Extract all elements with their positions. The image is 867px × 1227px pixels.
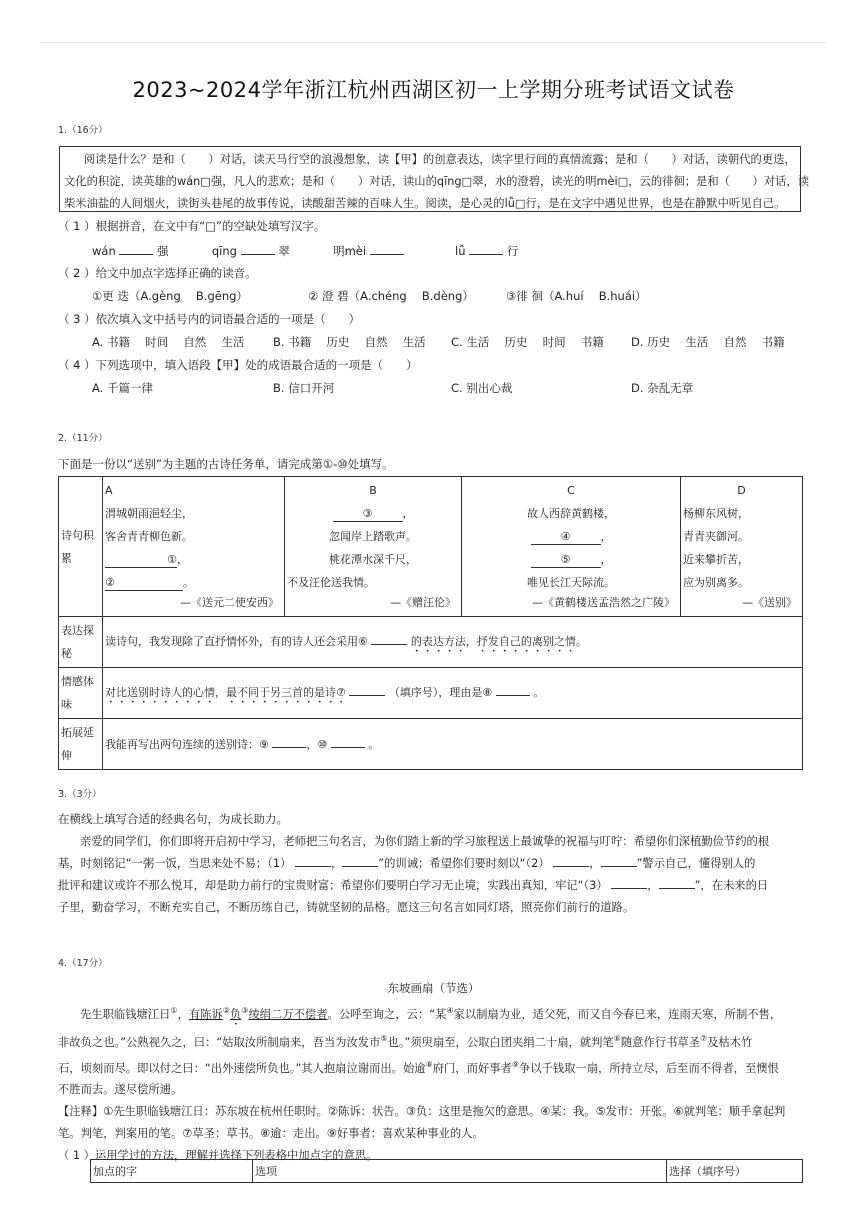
emotion-cell: 对比送别时诗人的心情，最不同于另三首的是诗⑦ （填序号），理由是⑧ 。 xyxy=(103,668,803,719)
table-row xyxy=(59,617,803,668)
q3-passage: 亲爱的同学们，你们即将开启初中学习，老师把三句名言，为你们踏上新的学习旅程送上最诚挚的祝福与叮咛：希望你们深植勤俭节约的根 基，时刻铭记“一粥一饭，当思来处不易；（1） ， ”的训诫；希望你们要时刻以“（2） ， ”警示自己，懂得别人的 批评和建议或许不那么悦耳，却是助力前行的宝贵财富；希望你们要明白学习无止境，实践出真知，牢记“（3） ， ”，在未来的日 子里，勤奋学习，不断充实自己，不断历练自己，铸就坚韧的品格。愿这三句名言如同灯塔，照亮你们前行的道路。 xyxy=(58,835,770,914)
q1-sub4: （ 4 ）下列选项中，填入语段【甲】处的成语最合适的一项是（ ） xyxy=(58,358,418,372)
answer-blank[interactable] xyxy=(119,242,153,255)
blank-6[interactable] xyxy=(371,644,407,645)
row-label-expression: 表达探秘 xyxy=(59,617,103,668)
answer-blank[interactable] xyxy=(370,242,404,255)
q1-sub2: （ 2 ）给文中加点字选择正确的读音。 xyxy=(58,266,257,280)
table-row xyxy=(59,719,803,770)
q1-sub4-option-a[interactable]: A. 千篇一律 xyxy=(92,381,153,395)
q2-intro: 下面是一份以“送别”为主题的古诗任务单，请完成第①-⑩处填写。 xyxy=(58,457,394,471)
blank-10[interactable] xyxy=(331,747,365,748)
blank-1[interactable]: ① xyxy=(105,553,177,568)
table-header-options: 选项 xyxy=(253,1160,667,1183)
q1-sub4-option-b[interactable]: B. 信口开河 xyxy=(273,381,335,395)
q1-sub3-option-d[interactable]: D. 历史 生活 自然 书籍 xyxy=(631,335,785,349)
poem-b-cell: B ③ ， 忽闻岸上踏歌声。 桃花潭水深千尺， 不及汪伦送我情。 —《赠汪伦》 xyxy=(285,477,462,617)
answer-blank[interactable] xyxy=(295,866,331,867)
q1-passage-box xyxy=(59,146,810,212)
answer-blank[interactable] xyxy=(469,242,503,255)
answer-blank[interactable] xyxy=(241,242,275,255)
question-4-number: 4.（17分） xyxy=(58,958,108,969)
question-3-number: 3.（3分） xyxy=(58,789,102,800)
table-row xyxy=(59,477,803,617)
row-label-extension: 拓展延伸 xyxy=(59,719,103,770)
expression-cell: 读诗句，我发现除了直抒情怀外，有的诗人还会采用⑥ 的表达方法，抒发自己的离别之情。 xyxy=(103,617,803,668)
q4-sub1: （ 1 ）运用学过的方法，理解并选择下列表格中加点字的意思。 xyxy=(58,1149,378,1163)
row-label-emotion: 情感体味 xyxy=(59,668,103,719)
q3-intro: 在横线上填写合适的经典名句，为成长助力。 xyxy=(58,812,288,826)
poem-c-cell: C 故人西辞黄鹤楼， ④ ， ⑤ ， 唯见长江天际流。 —《黄鹤楼送孟浩然之广陵》 xyxy=(462,477,681,617)
table-row xyxy=(91,1160,803,1183)
q2-task-table xyxy=(58,476,803,770)
q1-passage-line-3: 柴米油盐的人间烟火，读街头巷尾的故事传说，读酸甜苦辣的百味人生。阅读，是心灵的lǚ□行，是在文字中遇见世界，也是在静默中听见自己。 xyxy=(64,197,786,210)
blank-2[interactable]: ② xyxy=(105,576,183,591)
q1-sub2-option-1: ①更 迭（A.gèng B.gēng） xyxy=(92,289,248,303)
answer-blank[interactable] xyxy=(659,888,695,889)
poem-d-cell: D 杨柳东风树， 青青夹御河。 近来攀折苦， 应为别离多。 —《送别》 xyxy=(681,477,803,617)
q1-passage-line-2: 文化的积淀，读英雄的wán□强，凡人的悲欢；是和（ ）对话，读山的qīng□翠，水的澄碧，读光的明mèi□，云的徘徊；是和（ ）对话，读 xyxy=(64,175,810,188)
q1-sub3: （ 3 ）依次填入文中括号内的词语最合适的一项是（ ） xyxy=(58,312,361,326)
q1-sub4-option-c[interactable]: C. 别出心裁 xyxy=(451,381,513,395)
question-1-number: 1.（16分） xyxy=(58,125,108,136)
q4-passage: 先生职临钱塘江日①，有陈诉②负③绫绢二万不偿者。公呼至询之，云：“某④家以制扇为业，适父死，而又自今春已来，连雨天寒，所制不售， 非故负之也。”公熟视久之，曰：“姑取汝所制扇来，吾当为汝发市⑤也。”须臾扇至，公取白团夹绢二十扇，就判笔⑥随意作行书草圣⑦及枯木竹 石，顷刻而尽。即以付之曰：“出外速偿所负也。”其人抱扇泣谢而出。始逾⑧府门，而好事者⑨争以千钱取一扇，所持立尽，后至而不得者，至懊恨 不胜而去。遂尽偿所逋。 【注释】①先生职临钱塘江日：苏东坡在杭州任职时。②陈诉：状告。③负：这里是拖欠的意思。④某：我。⑤发市：开张。⑥就判笔：顺手拿起判 笔。判笔，判案用的笔。⑦草圣：草书。⑧逾：走出。⑨好事者：喜欢某种事业的人。 （ 1 ）运用学过的方法，理解并选择下列表格中加点字的意思。 xyxy=(58,1000,808,1167)
extension-cell: 我能再写出两句连续的送别诗：⑨ ，⑩ 。 xyxy=(103,719,803,770)
table-header-word: 加点的字 xyxy=(91,1160,253,1183)
q4-meaning-table xyxy=(90,1159,803,1183)
blank-9[interactable] xyxy=(272,747,306,748)
q1-sub3-option-a[interactable]: A. 书籍 时间 自然 生活 xyxy=(92,335,245,349)
question-2-number: 2.（11分） xyxy=(58,433,108,444)
blank-3[interactable]: ③ xyxy=(333,507,403,522)
q1-sub1: （ 1 ）根据拼音，在文中有“□”的空缺处填写汉字。 xyxy=(58,219,326,233)
table-header-choice: 选择（填序号） xyxy=(667,1160,803,1183)
answer-blank[interactable] xyxy=(342,866,378,867)
table-row xyxy=(59,668,803,719)
answer-blank[interactable] xyxy=(601,866,637,867)
blank-8[interactable] xyxy=(496,695,530,696)
q1-sub2-option-2: ② 澄 碧（A.chéng B.dèng） xyxy=(308,289,474,303)
q4-passage-title: 东坡画扇（节选） xyxy=(387,981,480,995)
q4-notes-line-1: 【注释】①先生职临钱塘江日：苏东坡在杭州任职时。②陈诉：状告。③负：这里是拖欠的意思。④某：我。⑤发市：开张。⑥就判笔：顺手拿起判 xyxy=(58,1105,786,1119)
poem-a-cell: A 渭城朝雨浥轻尘， 客舍青青柳色新。 ①， ② 。 —《送元二使安西》 xyxy=(103,477,285,617)
exam-title: 2023~2024学年浙江杭州西湖区初一上学期分班考试语文试卷 xyxy=(132,78,735,102)
answer-blank[interactable] xyxy=(611,888,647,889)
q4-notes-line-2: 笔。判笔，判案用的笔。⑦草圣：草书。⑧逾：走出。⑨好事者：喜欢某种事业的人。 xyxy=(58,1127,484,1141)
blank-5[interactable]: ⑤ xyxy=(531,553,601,568)
q1-sub4-option-d[interactable]: D. 杂乱无章 xyxy=(631,381,694,395)
blank-7[interactable] xyxy=(349,695,385,696)
answer-blank[interactable] xyxy=(553,866,589,867)
q1-sub3-option-c[interactable]: C. 生活 历史 时间 书籍 xyxy=(451,335,604,349)
q1-sub2-option-3: ③徘 徊（A.huí B.huái） xyxy=(506,289,647,303)
q1-sub3-option-b[interactable]: B. 书籍 历史 自然 生活 xyxy=(273,335,426,349)
q1-pinyin-row: wán 强 qīng 翠 明mèi lǚ 行 xyxy=(92,244,519,258)
q1-passage-line-1: 阅读是什么？是和（ ）对话，读天马行空的浪漫想象，读【甲】的创意表达，读字里行间的真情流露；是和（ ）对话，读朝代的更迭， xyxy=(84,153,796,166)
blank-4[interactable]: ④ xyxy=(531,530,601,545)
header-divider xyxy=(40,42,827,43)
row-label-poems: 诗句积累 xyxy=(59,477,103,617)
